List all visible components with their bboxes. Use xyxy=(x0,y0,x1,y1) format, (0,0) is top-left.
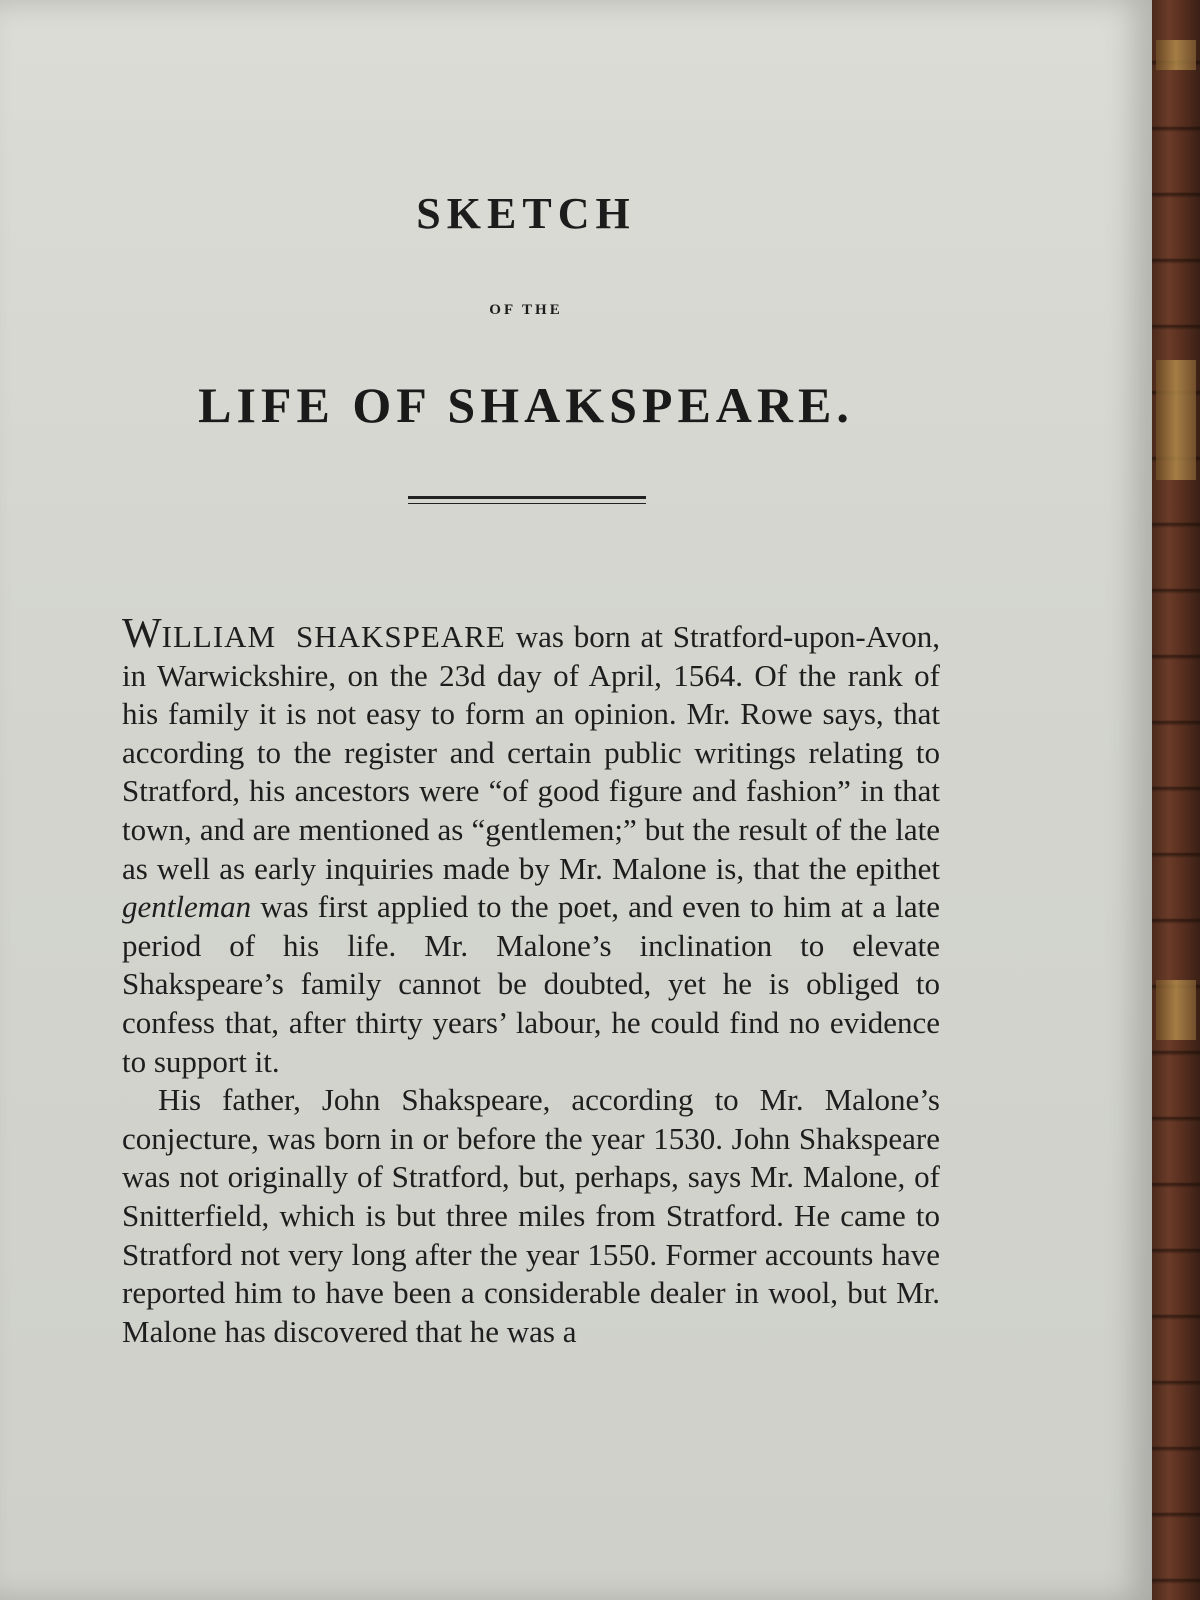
spine-band xyxy=(1156,360,1196,480)
spine-band xyxy=(1156,980,1196,1040)
body-text xyxy=(122,611,940,1351)
paragraph-2: His father, John Shakspeare, according to Mr. Malone’s conjecture, was born in or before the year 1530. John Shakspeare was not originally of Stratford, but, perhaps, says Mr. Malone, of Snitterfield, which is but three miles from Stratford. He came to Stratford not very long after the year 1550. Former accounts have reported him to have been a considerable dealer in wool, but Mr. Malone has discovered that he was a xyxy=(122,1082,940,1349)
drop-cap: W xyxy=(122,611,162,657)
double-rule-divider xyxy=(408,496,646,504)
heading-main: LIFE OF SHAKSPEARE. xyxy=(198,377,854,433)
heading-subtitle: OF THE xyxy=(489,302,563,318)
name-last: SHAKSPEARE xyxy=(295,619,506,654)
paragraph-1 xyxy=(122,611,940,1081)
name-first: ILLIAM xyxy=(161,619,277,654)
book-spines xyxy=(1152,0,1200,1600)
heading-title: SKETCH xyxy=(416,189,636,238)
italic-word: gentleman xyxy=(122,889,252,925)
paragraph-1-text-a: was born at Stratford-upon-Avon, in Warwickshire, on the 23d day of April, 1564. Of the rank of his family it is not easy to form an opinion. Mr. Rowe says, that according to the register and certain public writings relating to Stratford, his ancestors were “of good figure and fashion” in that town, and are mentioned as “gentlemen;” but the result of the late as well as early inquiries made by Mr. Malone is, that the epithet xyxy=(122,619,940,886)
paragraph-1-text-b: was first applied to the poet, and even to him at a late period of his life. Mr. Malone’s inclination to elevate Shakspeare’s family cannot be doubted, yet he is obliged to confess that, after thirty years’ labour, he could find no evidence to support it. xyxy=(122,889,940,1079)
spine-band xyxy=(1156,40,1196,70)
